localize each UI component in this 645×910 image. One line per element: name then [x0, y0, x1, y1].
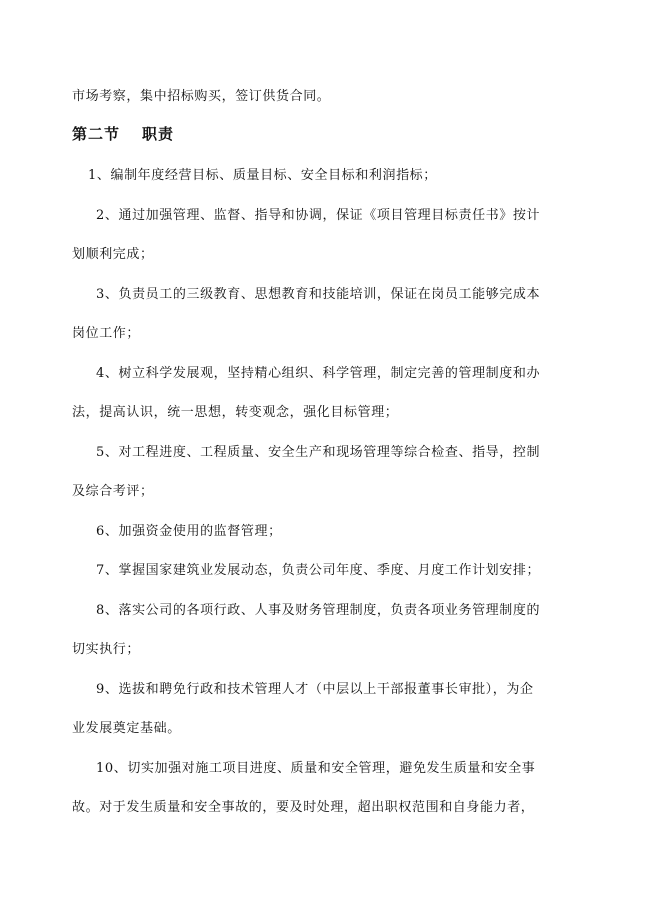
section-heading [72, 124, 174, 144]
paragraph-1-line-1: 1、编制年度经营目标、质量目标、安全目标和利润指标； [88, 168, 437, 183]
paragraph-3-line-2: 岗位工作； [72, 326, 141, 341]
paragraph-4-line-1: 4、树立科学发展观，坚持精心组织、科学管理，制定完善的管理制度和办 [96, 366, 541, 381]
intro-line: 市场考察，集中招标购买，签订供货合同。 [72, 89, 331, 104]
section-number: 第二节 [72, 125, 121, 143]
section-title: 职责 [142, 125, 175, 143]
paragraph-2-line-2: 划顺利完成； [72, 247, 154, 262]
paragraph-3-line-1: 3、负责员工的三级教育、思想教育和技能培训，保证在岗员工能够完成本 [96, 287, 541, 302]
paragraph-10-line-2: 故。对于发生质量和安全事故的，要及时处理，超出职权范围和自身能力者， [72, 800, 535, 815]
paragraph-6-line-1: 6、加强资金使用的监督管理； [96, 524, 282, 539]
paragraph-9-line-2: 业发展奠定基础。 [72, 721, 181, 736]
paragraph-8-line-1: 8、落实公司的各项行政、人事及财务管理制度，负责各项业务管理制度的 [96, 603, 541, 618]
paragraph-5-line-2: 及综合考评； [72, 484, 154, 499]
paragraph-2-line-1: 2、通过加强管理、监督、指导和协调，保证《项目管理目标责任书》按计 [96, 208, 541, 223]
paragraph-4-line-2: 法，提高认识，统一思想，转变观念，强化目标管理； [72, 405, 399, 420]
paragraph-8-line-2: 切实执行； [72, 642, 141, 657]
paragraph-5-line-1: 5、对工程进度、工程质量、安全生产和现场管理等综合检查、指导，控制 [96, 445, 541, 460]
paragraph-9-line-1: 9、选拔和聘免行政和技术管理人才（中层以上干部报董事长审批），为企 [96, 682, 534, 697]
paragraph-10-line-1: 10、切实加强对施工项目进度、质量和安全管理，避免发生质量和安全事 [96, 761, 536, 776]
paragraph-7-line-1: 7、掌握国家建筑业发展动态，负责公司年度、季度、月度工作计划安排； [96, 563, 541, 578]
